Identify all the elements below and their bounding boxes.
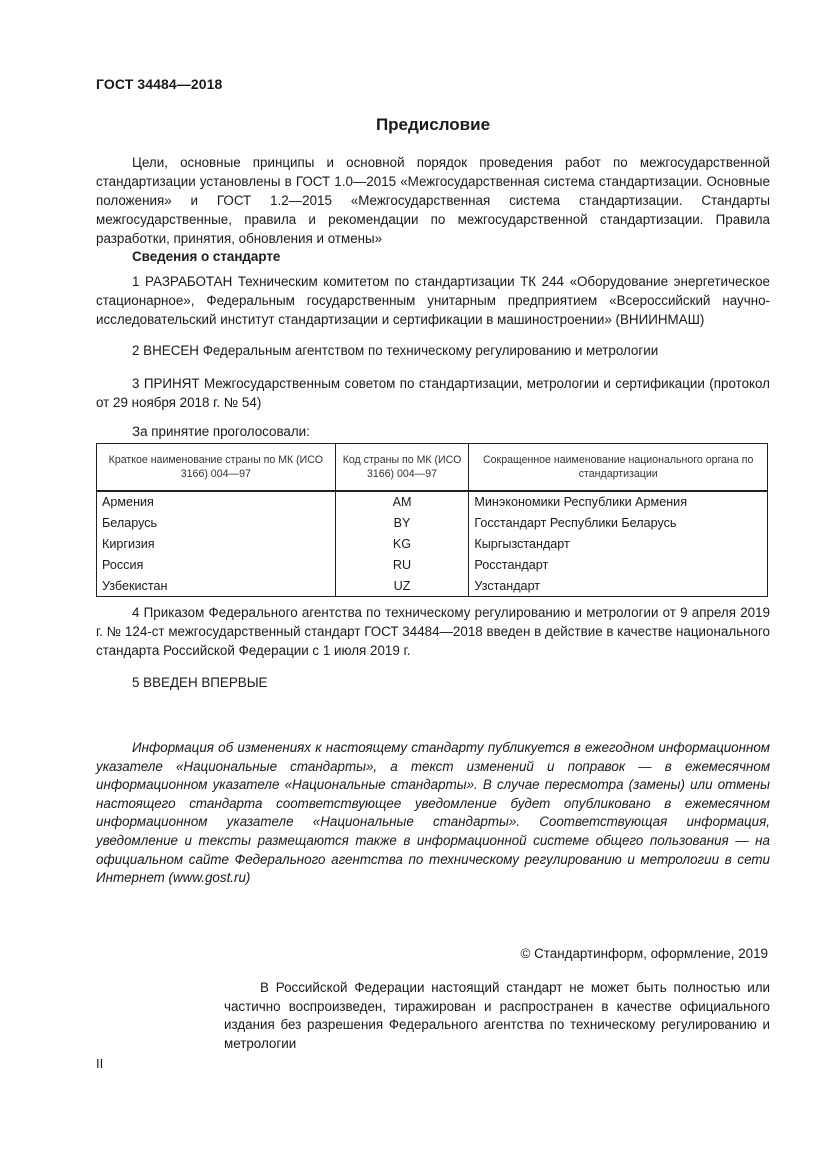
country-cell: Россия (97, 554, 336, 575)
reproduction-notice-text: В Российской Федерации настоящий стандарт не может быть полностью или частично воспроизведен, тиражирован и распространен в качестве официального издания без разрешения Федерального агентства по техническому регулированию и метрологии (224, 980, 770, 1051)
info-note-text: Информация об изменениях к настоящему стандарту публикуется в ежегодном информационном указателе «Национальные стандарты», а текст изменений и поправок — в ежемесячном информационном указателе «Национальные стандарты». В случае пересмотра (замены) или отмены настоящего стандарта соответствующее уведомление будет опубликовано в ежемесячном информационном указателе «Национальные стандарты». Соответствующая информация, уведомление и тексты размещаются также в информационной системе общего пользования — на официальном сайте Федерального агентства по техническому регулированию и метрологии в сети Интернет (www.gost.ru) (96, 740, 770, 886)
code-cell: BY (335, 513, 469, 534)
country-cell: Киргизия (97, 534, 336, 555)
page-number: II (96, 1056, 104, 1071)
page-title: Предисловие (375, 115, 491, 134)
table-row (97, 554, 768, 575)
body-cell: Росстандарт (469, 554, 768, 575)
body-cell: Госстандарт Республики Беларусь (469, 513, 768, 534)
table-row (97, 513, 768, 534)
country-cell: Узбекистан (97, 575, 336, 596)
item-adopted-text: 3 ПРИНЯТ Межгосударственным советом по стандартизации, метрологии и сертификации (протокол от 29 ноября 2018 г. № 54) (96, 376, 770, 410)
intro-paragraph (96, 153, 770, 248)
table-row (97, 575, 768, 596)
code-cell: RU (335, 554, 469, 575)
item-first: 5 ВВЕДЕН ВПЕРВЫЕ (132, 675, 268, 690)
body-cell: Узстандарт (469, 575, 768, 596)
column-header-code: Код страны по МК (ИСО 3166) 004—97 (335, 444, 469, 492)
item-order-text: 4 Приказом Федерального агентства по техническому регулированию и метрологии от 9 апреля 2019 г. № 124-ст межгосударственный стандарт ГОСТ 34484—2018 введен в действие в качестве национального стандарта Российской Федерации с 1 июля 2019 г. (96, 605, 770, 658)
info-note (96, 739, 770, 888)
votes-table-header (97, 444, 768, 492)
code-cell: AM (335, 491, 469, 513)
item-order (96, 603, 770, 660)
item-developed-text: 1 РАЗРАБОТАН Техническим комитетом по стандартизации ТК 244 «Оборудование энергетическое стационарное», Федеральным государственным унитарным предприятием «Всероссийский научно-исследовательский институт стандартизации и сертификации в машиностроении» (ВНИИНМАШ) (96, 274, 770, 327)
section-heading: Сведения о стандарте (132, 249, 281, 264)
body-cell: Кыргызстандарт (469, 534, 768, 555)
table-row (97, 491, 768, 513)
item-adopted (96, 374, 770, 412)
intro-text: Цели, основные принципы и основной порядок проведения работ по межгосударственной стандартизации установлены в ГОСТ 1.0—2015 «Межгосударственная система стандартизации. Основные положения» и ГОСТ 1.2—2015 «Межгосударственная система стандартизации. Стандарты межгосударственные, правила и рекомендации по межгосударственной стандартизации. Правила разработки, принятия, обновления и отмены» (96, 155, 770, 246)
country-cell: Армения (97, 491, 336, 513)
reproduction-notice (224, 979, 770, 1053)
body-cell: Минэкономики Республики Армения (469, 491, 768, 513)
table-row (97, 534, 768, 555)
item-developed (96, 272, 770, 329)
column-header-country: Краткое наименование страны по МК (ИСО 3166) 004—97 (97, 444, 336, 492)
votes-table (96, 443, 768, 597)
item-introduced-text: 2 ВНЕСЕН Федеральным агентством по техническому регулированию и метрологии (132, 343, 659, 358)
copyright-line: © Стандартинформ, оформление, 2019 (520, 946, 768, 961)
item-introduced (96, 341, 770, 360)
document-code: ГОСТ 34484—2018 (96, 76, 223, 92)
code-cell: KG (335, 534, 469, 555)
column-header-body: Сокращенное наименование национального органа по стандартизации (469, 444, 768, 492)
code-cell: UZ (335, 575, 469, 596)
country-cell: Беларусь (97, 513, 336, 534)
votes-caption: За принятие проголосовали: (132, 424, 310, 439)
